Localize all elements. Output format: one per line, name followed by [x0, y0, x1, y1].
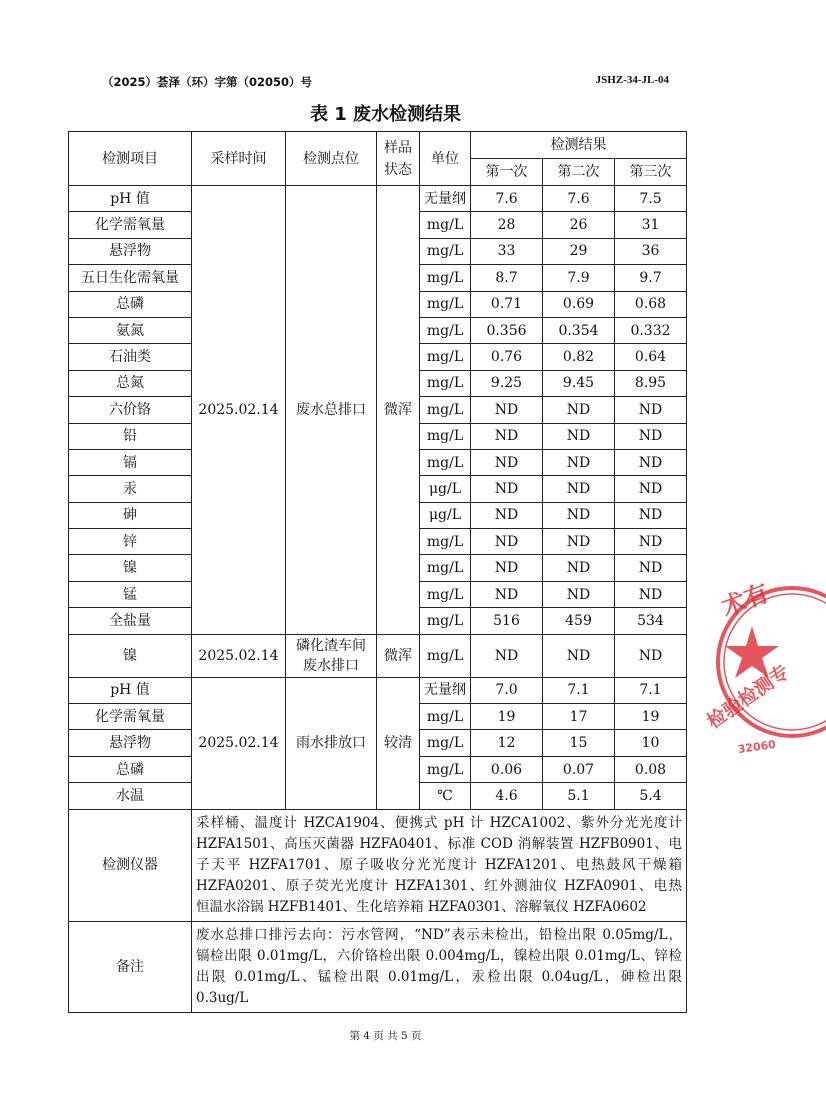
result-cell-1: ND	[471, 449, 543, 475]
table-row	[69, 634, 687, 677]
instruments-line: 子天平 HZFA1701、原子吸收分光光度计 HZFA1201、电热鼓风干燥箱	[196, 856, 682, 873]
item-cell: 镉	[69, 449, 192, 475]
result-cell-2: 0.07	[543, 756, 615, 782]
result-cell-1: ND	[471, 634, 543, 677]
result-cell-2: 7.6	[543, 186, 615, 212]
remarks-row	[69, 921, 687, 1012]
item-cell: 化学需氧量	[69, 212, 192, 238]
unit-cell: mg/L	[420, 212, 471, 238]
sample-time-cell: 2025.02.14	[192, 186, 286, 635]
unit-cell: μg/L	[420, 476, 471, 502]
unit-cell: ℃	[420, 783, 471, 809]
unit-cell: mg/L	[420, 581, 471, 607]
unit-cell: mg/L	[420, 449, 471, 475]
unit-cell: mg/L	[420, 730, 471, 756]
result-cell-1: ND	[471, 529, 543, 555]
result-cell-3: ND	[615, 502, 687, 528]
result-cell-1: ND	[471, 555, 543, 581]
result-cell-1: 28	[471, 212, 543, 238]
unit-cell: mg/L	[420, 756, 471, 782]
item-cell: 化学需氧量	[69, 704, 192, 730]
item-cell: 石油类	[69, 344, 192, 370]
item-cell: 悬浮物	[69, 730, 192, 756]
site-line: 废水排口	[303, 657, 359, 674]
item-cell: 总磷	[69, 291, 192, 317]
instruments-label: 检测仪器	[69, 809, 192, 921]
result-cell-3: 19	[615, 704, 687, 730]
result-cell-2: 17	[543, 704, 615, 730]
unit-cell: mg/L	[420, 529, 471, 555]
result-cell-3: 10	[615, 730, 687, 756]
result-cell-3: 7.1	[615, 677, 687, 703]
result-cell-3: ND	[615, 634, 687, 677]
unit-cell: 无量纲	[420, 186, 471, 212]
result-cell-1: 7.6	[471, 186, 543, 212]
item-cell: 悬浮物	[69, 238, 192, 264]
result-cell-2: 15	[543, 730, 615, 756]
header-time: 采样时间	[192, 132, 286, 186]
sample-state-cell: 微浑	[377, 634, 420, 677]
result-cell-2: ND	[543, 502, 615, 528]
result-cell-3: ND	[615, 449, 687, 475]
header-unit: 单位	[420, 132, 471, 186]
result-cell-3: 31	[615, 212, 687, 238]
wastewater-results-table	[68, 131, 687, 1013]
remarks-text	[192, 921, 687, 1012]
remarks-line: 镉检出限 0.01mg/L，六价铬检出限 0.004mg/L，镍检出限 0.01mg/L、锌检	[196, 947, 682, 964]
item-cell: 锌	[69, 529, 192, 555]
result-cell-3: 7.5	[615, 186, 687, 212]
result-cell-1: 516	[471, 608, 543, 634]
remarks-line: 废水总排口排污去向：污水管网，“ND”表示未检出，铅检出限 0.05mg/L，	[196, 926, 682, 943]
unit-cell: mg/L	[420, 704, 471, 730]
unit-cell: mg/L	[420, 238, 471, 264]
item-cell: 铅	[69, 423, 192, 449]
seal-text-bottom: 检验检测专	[703, 660, 794, 734]
seal-text-top: 术有	[717, 578, 773, 622]
item-cell: 总磷	[69, 756, 192, 782]
result-cell-2: ND	[543, 476, 615, 502]
sample-time-cell: 2025.02.14	[192, 634, 286, 677]
result-cell-2: 5.1	[543, 783, 615, 809]
result-cell-2: ND	[543, 449, 615, 475]
item-cell: 锰	[69, 581, 192, 607]
unit-cell: mg/L	[420, 608, 471, 634]
site-line: 磷化渣车间	[296, 637, 366, 654]
instruments-line: HZFA1501、高压灭菌器 HZFA0401、标准 COD 消解装置 HZFB0901、电	[196, 835, 682, 852]
result-cell-3: 8.95	[615, 370, 687, 396]
item-cell: pH 值	[69, 677, 192, 703]
page-footer: 第 4 页 共 5 页	[349, 1030, 422, 1042]
sample-time-cell: 2025.02.14	[192, 677, 286, 809]
header-state: 样品状态	[377, 132, 420, 186]
item-cell: 六价铬	[69, 397, 192, 423]
result-cell-3: 0.68	[615, 291, 687, 317]
result-cell-3: ND	[615, 581, 687, 607]
result-cell-1: 19	[471, 704, 543, 730]
result-cell-1: ND	[471, 581, 543, 607]
remarks-label: 备注	[69, 921, 192, 1012]
item-cell: pH 值	[69, 186, 192, 212]
item-cell: 水温	[69, 783, 192, 809]
result-cell-3: 36	[615, 238, 687, 264]
result-cell-2: ND	[543, 529, 615, 555]
instruments-line: 采样桶、温度计 HZCA1904、便携式 pH 计 HZCA1002、紫外分光光度计	[196, 814, 682, 831]
result-cell-2: 0.69	[543, 291, 615, 317]
instruments-line: 恒温水浴锅 HZFB1401、生化培养箱 HZFA0301、溶解氧仪 HZFA0602	[196, 898, 647, 915]
result-cell-1: ND	[471, 476, 543, 502]
unit-cell: mg/L	[420, 265, 471, 291]
item-cell: 汞	[69, 476, 192, 502]
result-cell-3: 5.4	[615, 783, 687, 809]
result-cell-3: 0.08	[615, 756, 687, 782]
item-cell: 总氮	[69, 370, 192, 396]
result-cell-2: 29	[543, 238, 615, 264]
site-cell	[286, 634, 377, 677]
instruments-line: HZFA0201、原子荧光光度计 HZFA1301、红外测油仪 HZFA0901、电热	[196, 877, 682, 894]
result-cell-2: ND	[543, 581, 615, 607]
result-cell-2: 7.1	[543, 677, 615, 703]
header-site: 检测点位	[286, 132, 377, 186]
site-cell: 废水总排口	[286, 186, 377, 635]
table-row	[69, 186, 687, 212]
result-cell-3: 0.64	[615, 344, 687, 370]
seal-code: 32060	[736, 737, 777, 757]
result-cell-2: 26	[543, 212, 615, 238]
result-cell-3: ND	[615, 529, 687, 555]
site-cell: 雨水排放口	[286, 677, 377, 809]
result-cell-2: 0.354	[543, 317, 615, 343]
header-item: 检测项目	[69, 132, 192, 186]
unit-cell: μg/L	[420, 502, 471, 528]
unit-cell: mg/L	[420, 397, 471, 423]
result-cell-2: ND	[543, 634, 615, 677]
unit-cell: 无量纲	[420, 677, 471, 703]
result-cell-2: ND	[543, 423, 615, 449]
instruments-text	[192, 809, 687, 921]
unit-cell: mg/L	[420, 291, 471, 317]
result-cell-1: 9.25	[471, 370, 543, 396]
unit-cell: mg/L	[420, 634, 471, 677]
header-round-2: 第二次	[543, 159, 615, 186]
result-cell-3: ND	[615, 476, 687, 502]
result-cell-1: ND	[471, 502, 543, 528]
result-cell-1: 4.6	[471, 783, 543, 809]
result-cell-3: ND	[615, 555, 687, 581]
result-cell-2: ND	[543, 397, 615, 423]
item-cell: 镍	[69, 634, 192, 677]
unit-cell: mg/L	[420, 370, 471, 396]
result-cell-2: 459	[543, 608, 615, 634]
result-cell-3: 0.332	[615, 317, 687, 343]
result-cell-1: 0.356	[471, 317, 543, 343]
sample-state-cell: 微浑	[377, 186, 420, 635]
result-cell-1: ND	[471, 397, 543, 423]
unit-cell: mg/L	[420, 555, 471, 581]
result-cell-1: 0.76	[471, 344, 543, 370]
table-row	[69, 677, 687, 703]
unit-cell: mg/L	[420, 344, 471, 370]
result-cell-2: ND	[543, 555, 615, 581]
result-cell-3: ND	[615, 423, 687, 449]
result-cell-1: 7.0	[471, 677, 543, 703]
table-title: 表 1 废水检测结果	[309, 104, 462, 125]
unit-cell: mg/L	[420, 423, 471, 449]
header-result: 检测结果	[471, 132, 687, 159]
form-code: JSHZ-34-JL-04	[595, 74, 669, 86]
result-cell-2: 9.45	[543, 370, 615, 396]
result-cell-2: 7.9	[543, 265, 615, 291]
result-cell-1: 12	[471, 730, 543, 756]
official-seal	[703, 570, 826, 770]
item-cell: 镍	[69, 555, 192, 581]
sample-state-cell: 较清	[377, 677, 420, 809]
result-cell-3: ND	[615, 397, 687, 423]
header-round-3: 第三次	[615, 159, 687, 186]
item-cell: 砷	[69, 502, 192, 528]
unit-cell: mg/L	[420, 317, 471, 343]
result-cell-1: 8.7	[471, 265, 543, 291]
result-cell-1: 0.06	[471, 756, 543, 782]
item-cell: 氨氮	[69, 317, 192, 343]
instruments-row	[69, 809, 687, 921]
result-cell-2: 0.82	[543, 344, 615, 370]
remarks-line: 出限 0.01mg/L、锰检出限 0.01mg/L，汞检出限 0.04ug/L，砷检出限 0.3ug/L	[196, 968, 682, 1006]
result-cell-3: 9.7	[615, 265, 687, 291]
item-cell: 五日生化需氧量	[69, 265, 192, 291]
result-cell-1: 33	[471, 238, 543, 264]
document-number: （2025）荟泽（环）字第（02050）号	[102, 75, 313, 89]
result-cell-1: ND	[471, 423, 543, 449]
item-cell: 全盐量	[69, 608, 192, 634]
result-cell-3: 534	[615, 608, 687, 634]
result-cell-1: 0.71	[471, 291, 543, 317]
header-round-1: 第一次	[471, 159, 543, 186]
